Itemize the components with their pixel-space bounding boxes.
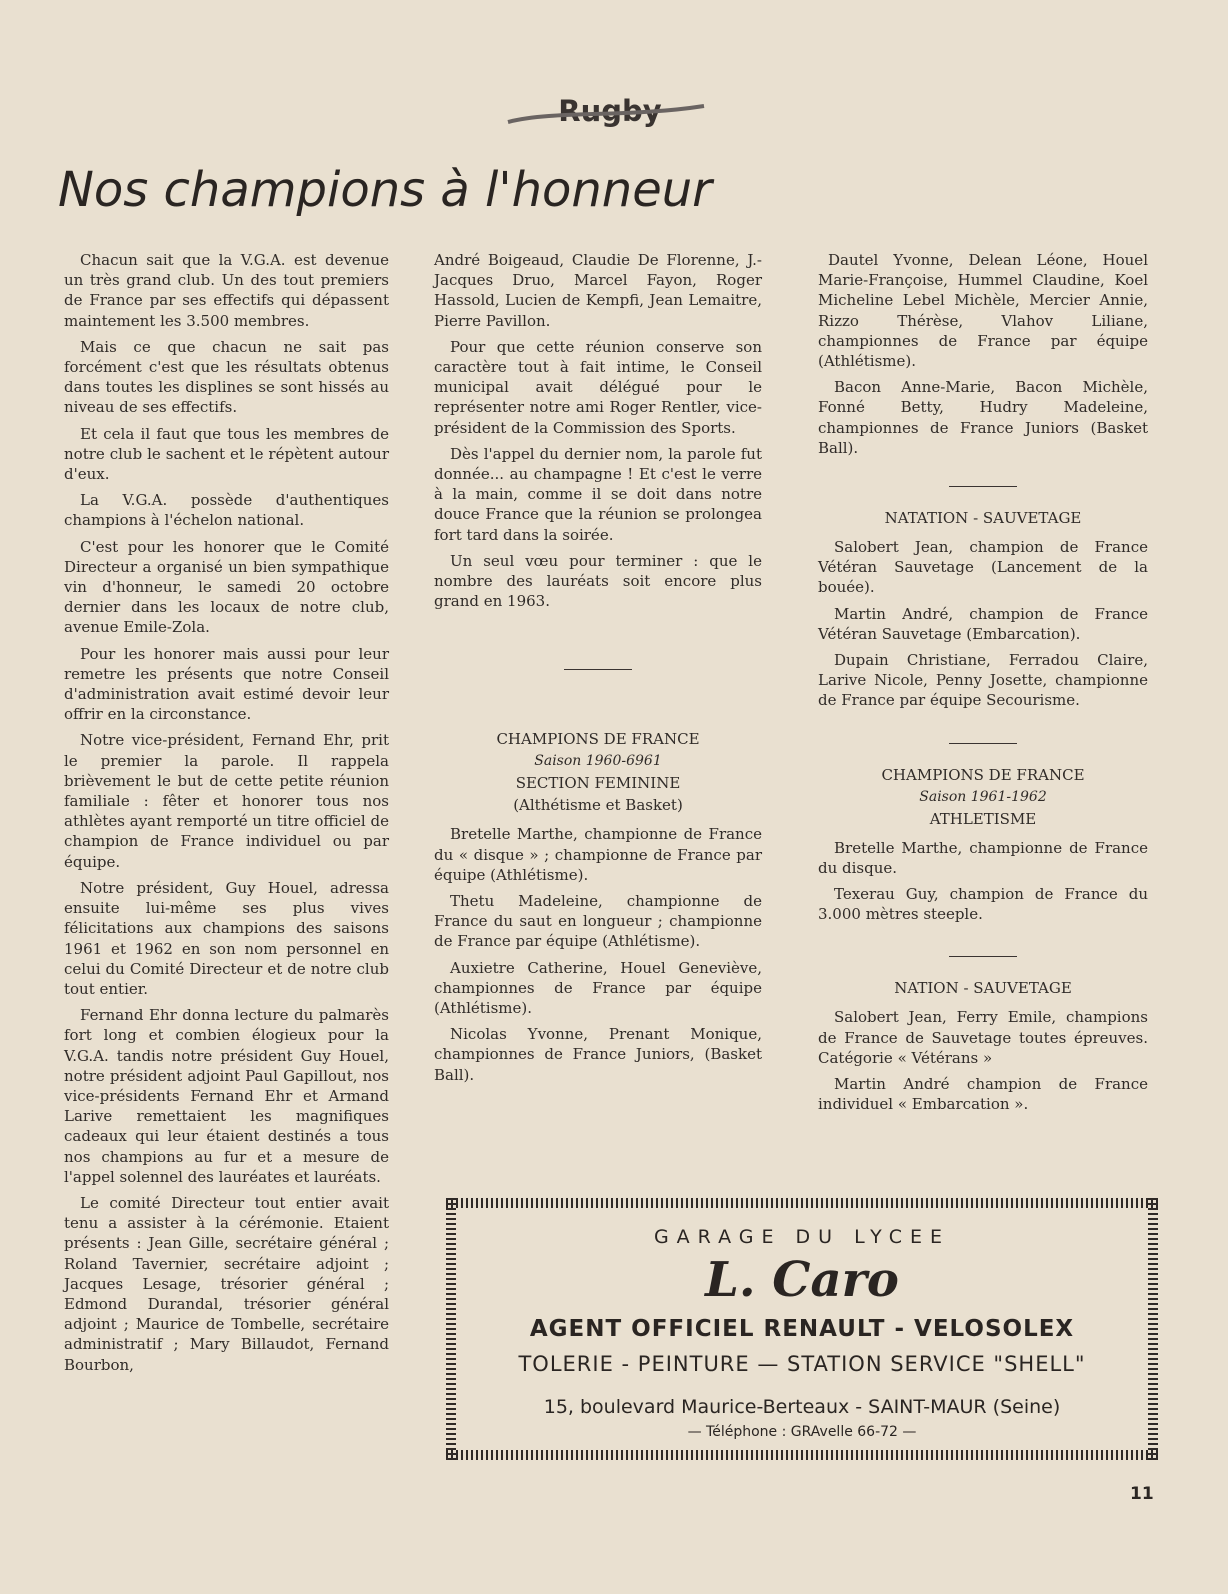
section-note: (Althétisme et Basket) [513, 796, 683, 815]
paragraph: Dès l'appel du dernier nom, la parole fut donnée... au champagne ! Et c'est le verre à la main, comme il se doit dans notre douce France que la réunion se prolongea fort tard dans la soirée. [434, 444, 762, 544]
champion-entry: Salobert Jean, Ferry Emile, champions de France de Sauvetage toutes épreuves. Catégorie « Vétérans » [818, 1008, 1148, 1067]
garage-advertisement [446, 1198, 1158, 1460]
ad-phone: — Téléphone : GRAvelle 66-72 — [687, 1424, 917, 1440]
champion-entry: Bretelle Marthe, championne de France du disque. [818, 838, 1148, 877]
champion-entry: Martin André champion de France individuel « Embarcation ». [818, 1075, 1148, 1114]
paragraph: Le comité Directeur tout entier avait tenu a assister à la cérémonie. Etaient présents : Jean Gille, secrétaire général ; Roland Tavernier, secrétaire adjoint ; Jacques Lesage, trésorier général ; Edmond Durandal, trésorier général adjoint ; Maurice de Tombelle, secrétaire administratif ; Mary Billaudot, Fernand Bourbon, [64, 1193, 389, 1374]
section-heading: CHAMPIONS DE FRANCE [881, 765, 1085, 784]
section-kicker: Rugby [558, 94, 662, 128]
paragraph: André Boigeaud, Claudie De Florenne, J.-Jacques Druo, Marcel Fayon, Roger Hassold, Lucien de Kempfi, Jean Lemaitre, Pierre Pavillon. [434, 251, 762, 330]
ad-border-bottom [446, 1450, 1158, 1460]
paragraph: La V.G.A. possède d'authentiques champions à l'échelon national. [64, 491, 389, 530]
paragraph: Notre vice-président, Fernand Ehr, prit le premier la parole. Il rappela brièvement le but de cette petite réunion familiale : fêter et honorer tous nos athlètes ayant remporté un titre officiel de champion de France individuel ou par équipe. [64, 731, 389, 871]
champion-entry: Dupain Christiane, Ferradou Claire, Larive Nicole, Penny Josette, championne de France par équipe Secourisme. [818, 651, 1148, 710]
champion-entry: Bretelle Marthe, championne de France du « disque » ; championne de France par équipe (Athlétisme). [434, 825, 762, 884]
article-title: Nos champions à l'honneur [58, 162, 712, 218]
paragraph: Dautel Yvonne, Delean Léone, Houel Marie-Françoise, Hummel Claudine, Koel Micheline Lebel Michèle, Mercier Annie, Rizzo Thérèse, Vlahov Liliane, championnes de France par équipe (Athlétisme). [818, 251, 1148, 371]
paragraph: Chacun sait que la V.G.A. est devenue un très grand club. Un des tout premiers de France par ses effectifs qui dépassent maintement les 3.500 membres. [64, 251, 389, 330]
ad-services: TOLERIE - PEINTURE — STATION SERVICE "SHELL" [518, 1352, 1086, 1376]
ad-agent: AGENT OFFICIEL RENAULT - VELOSOLEX [529, 1316, 1075, 1342]
section-season: Saison 1961-1962 [919, 788, 1047, 805]
paragraph: Et cela il faut que tous les membres de notre club le sachent et le répètent autour d'eux. [64, 424, 389, 484]
paragraph: Notre président, Guy Houel, adressa ensuite lui-même ses plus vives félicitations aux champions des saisons 1961 et 1962 en son nom personnel en celui du Comité Directeur et de notre club tout entier. [64, 878, 389, 998]
ad-address: 15, boulevard Maurice-Berteaux - SAINT-MAUR (Seine) [543, 1396, 1061, 1418]
article-column-3 [818, 250, 1148, 1120]
kicker-strike-decoration [506, 104, 706, 128]
section-heading: NATATION - SAUVETAGE [884, 509, 1082, 528]
paragraph: Mais ce que chacun ne sait pas forcément c'est que les résultats obtenus dans toutes les displines se sont hissés au niveau de ses effectifs. [64, 337, 389, 417]
champion-entry: Nicolas Yvonne, Prenant Monique, championnes de France Juniors, (Basket Ball). [434, 1025, 762, 1084]
paragraph: Fernand Ehr donna lecture du palmarès fort long et combien élogieux pour la V.G.A. tandis notre président Guy Houel, notre président adjoint Paul Gapillout, nos vice-présidents Fernand Ehr et Armand Larive remettaient les magnifiques cadeaux qui leur étaient destinés a tous nos champions au fur et a mesure de l'appel solennel des lauréates et lauréats. [64, 1006, 389, 1186]
paragraph: Bacon Anne-Marie, Bacon Michèle, Fonné Betty, Hudry Madeleine, championnes de France Juniors (Basket Ball). [818, 378, 1148, 457]
ad-owner-name: L. Caro [705, 1252, 899, 1308]
section-subheading: SECTION FEMININE [515, 774, 681, 793]
champion-entry: Auxietre Catherine, Houel Geneviève, championnes de France par équipe (Athlétisme). [434, 958, 762, 1018]
paragraph: Pour les honorer mais aussi pour leur remetre les présents que notre Conseil d'administration avait estimé devoir leur offrir en la circonstance. [64, 644, 389, 724]
champion-entry: Texerau Guy, champion de France du 3.000 mètres steeple. [818, 885, 1148, 924]
paragraph: C'est pour les honorer que le Comité Directeur a organisé un bien sympathique vin d'honneur, le samedi 20 octobre dernier dans les locaux de notre club, avenue Emile-Zola. [64, 537, 389, 637]
champion-entry: Martin André, champion de France Vétéran Sauvetage (Embarcation). [818, 604, 1148, 643]
page-number: 11 [1130, 1484, 1154, 1504]
ad-garage-name: GARAGE DU LYCEE [653, 1226, 951, 1248]
paragraph: Un seul vœu pour terminer : que le nombre des lauréats soit encore plus grand en 1963. [434, 551, 762, 611]
article-column-2 [434, 250, 762, 1091]
champion-entry: Thetu Madeleine, championne de France du saut en longueur ; championne de France par équipe (Athlétisme). [434, 892, 762, 951]
section-heading: CHAMPIONS DE FRANCE [496, 730, 700, 749]
section-season: Saison 1960-6961 [534, 753, 662, 770]
section-subheading: ATHLETISME [929, 809, 1037, 828]
champion-entry: Salobert Jean, champion de France Vétéran Sauvetage (Lancement de la bouée). [818, 538, 1148, 597]
ad-border-top [446, 1198, 1158, 1208]
paragraph: Pour que cette réunion conserve son caractère tout à fait intime, le Conseil municipal avait délégué pour le représenter notre ami Roger Rentler, vice-président de la Commission des Sports. [434, 337, 762, 437]
section-heading: NATION - SAUVETAGE [894, 979, 1072, 998]
article-column-1 [64, 250, 389, 1381]
